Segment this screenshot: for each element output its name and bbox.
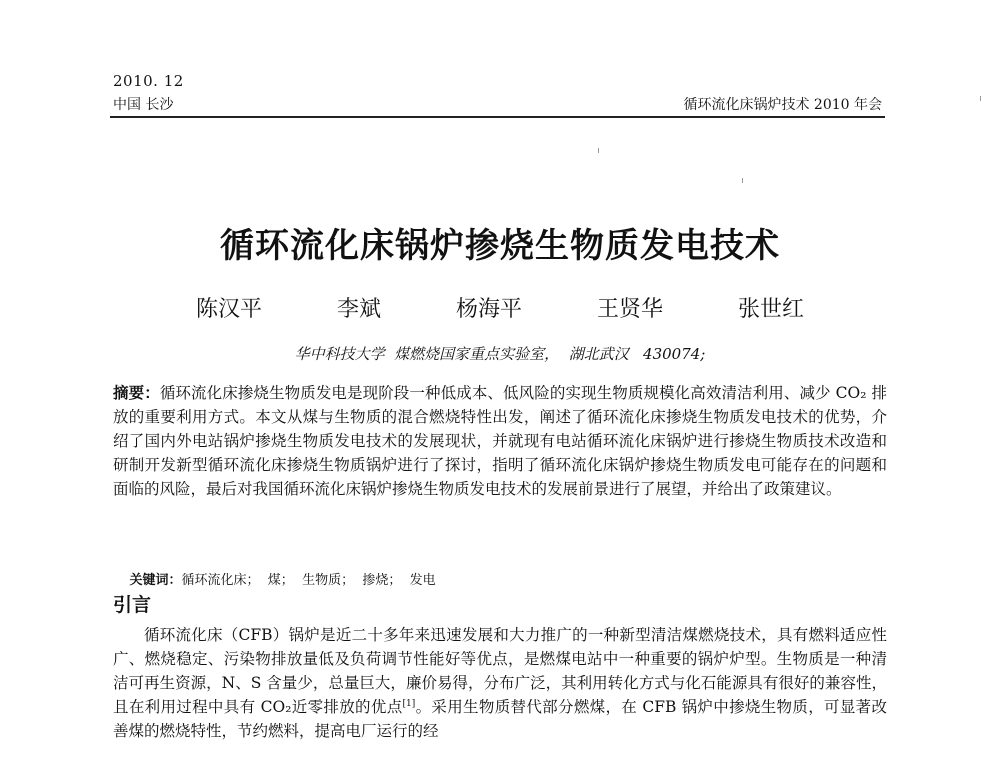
paper-authors: 陈汉平 李斌 杨海平 王贤华 张世红 bbox=[196, 297, 804, 322]
header-location: 中国 长沙 bbox=[113, 97, 174, 113]
section-heading-intro: 引言 bbox=[113, 594, 152, 616]
paper-title: 循环流化床锅炉掺烧生物质发电技术 bbox=[220, 226, 780, 266]
intro-paragraph bbox=[113, 623, 887, 743]
scan-mark bbox=[742, 178, 743, 183]
header-date: 2010. 12 bbox=[113, 72, 184, 90]
citation-ref: [1] bbox=[402, 698, 416, 709]
paper-affiliation: 华中科技大学 煤燃烧国家重点实验室， 湖北武汉 430074; bbox=[294, 345, 706, 363]
intro-text-part1: 循环流化床（CFB）锅炉是近二十多年来迅速发展和大力推广的一种新型清洁煤燃烧技术，具有燃料适应性广、燃烧稳定、污染物排放量低及负荷调节性能好等优点，是燃煤电站中一种重要的锅炉炉型。生物质是一种清洁可再生资源，N、S 含量少，总量巨大，廉价易得，分布广泛，其利用转化方式与化石能源具有很好的兼容性，且在利用过程中具有 CO₂近零排放的优点 bbox=[113, 626, 887, 716]
keywords-text: 循环流化床； 煤； 生物质； 掺烧； 发电 bbox=[181, 573, 436, 588]
keywords bbox=[113, 554, 887, 603]
scan-mark bbox=[980, 96, 981, 101]
header-divider bbox=[110, 116, 885, 118]
scan-mark bbox=[598, 148, 599, 153]
abstract-label: 摘要： bbox=[113, 383, 160, 402]
intro-text-part2: 。采用生物质替代部分燃煤，在 CFB 锅炉中掺烧生物质，可显著改善煤的燃烧特性，节约燃料，提高电厂运行的经 bbox=[113, 698, 887, 740]
abstract-text: 循环流化床掺烧生物质发电是现阶段一种低成本、低风险的实现生物质规模化高效清洁利用、减少 CO₂ 排放的重要利用方式。本文从煤与生物质的混合燃烧特性出发，阐述了循环流化床掺烧生物质发电技术的优势，介绍了国内外电站锅炉掺烧生物质发电技术的发展现状，并就现有电站循环流化床锅炉进行掺烧生物质技术改造和研制开发新型循环流化床掺烧生物质锅炉进行了探讨，指明了循环流化床锅炉掺烧生物质发电可能存在的问题和面临的风险，最后对我国循环流化床锅炉掺烧生物质发电技术的发展前景进行了展望，并给出了政策建议。 bbox=[113, 384, 887, 498]
header-conference: 循环流化床锅炉技术 2010 年会 bbox=[683, 97, 882, 113]
abstract bbox=[113, 381, 887, 501]
keywords-label: 关键词： bbox=[129, 573, 182, 588]
